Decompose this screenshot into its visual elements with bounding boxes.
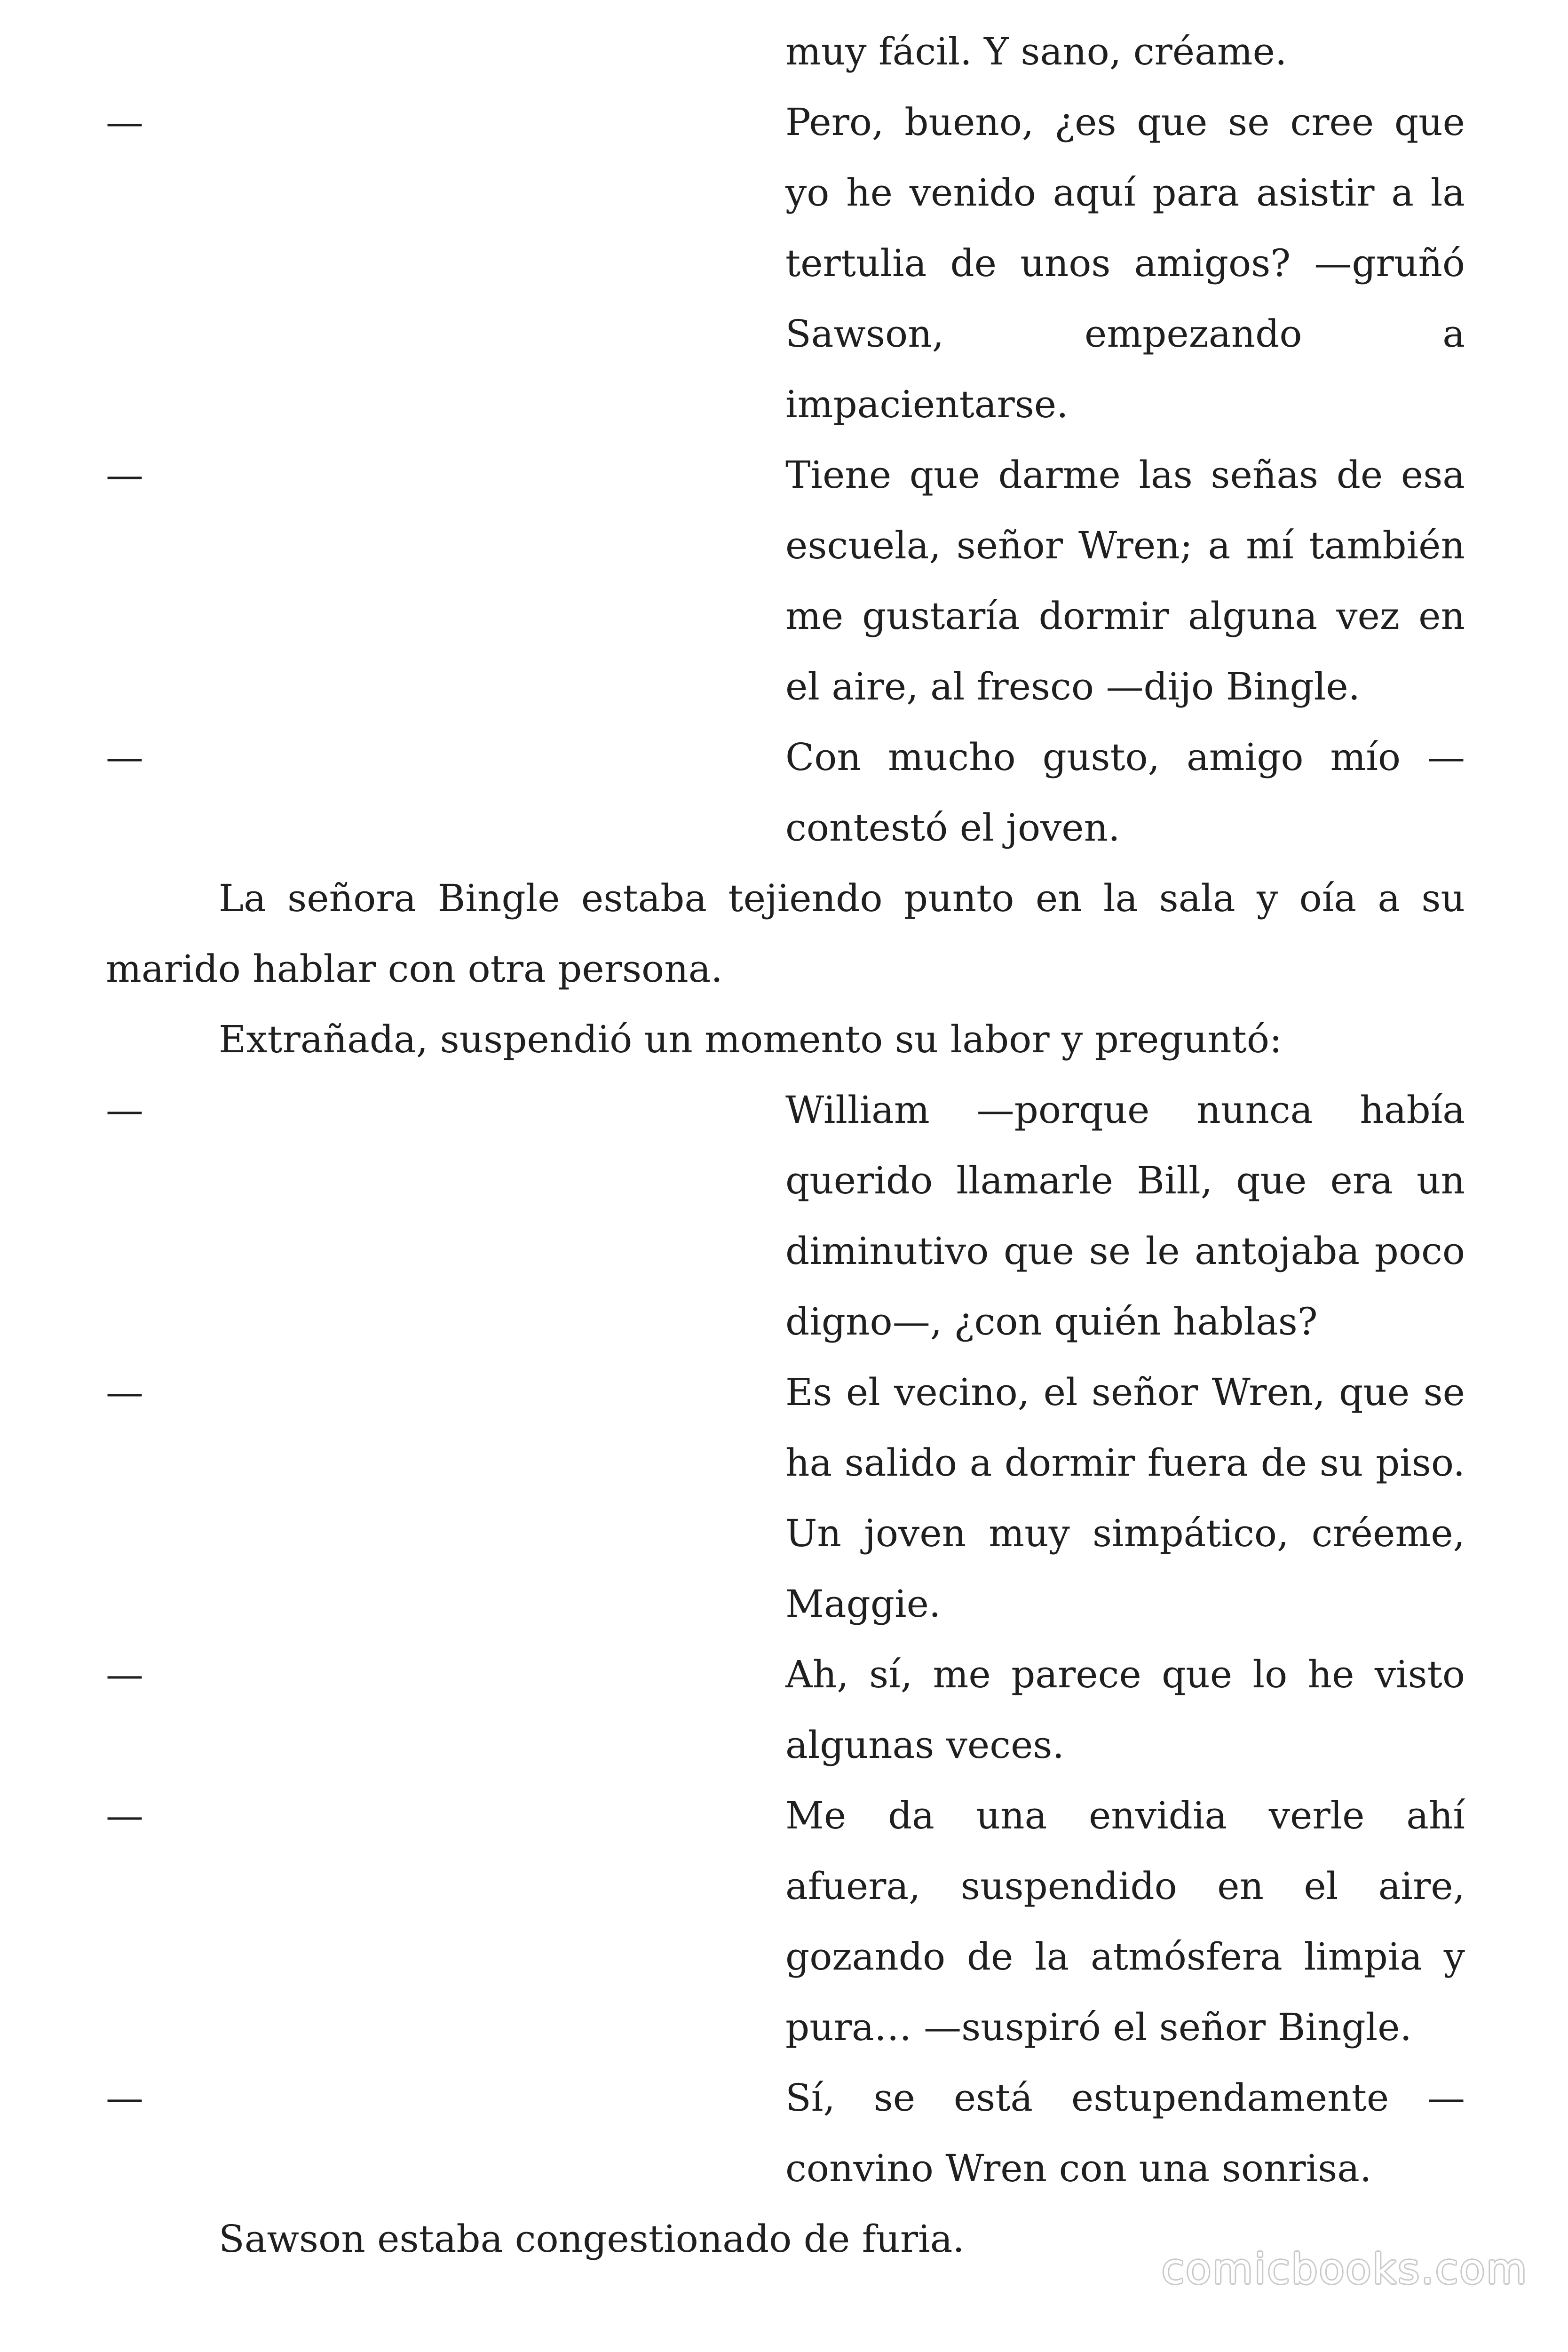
text-line: afuera, suspendido en el aire, xyxy=(785,1864,1465,1908)
text-line: muy fácil. Y sano, créame. xyxy=(785,30,1287,73)
dialogue-dash: — xyxy=(106,1794,143,1837)
text-line: Pero, bueno, ¿es que se cree que xyxy=(785,100,1465,144)
text-line: Un joven muy simpático, créeme, xyxy=(785,1511,1465,1555)
text-line: diminutivo que se le antojaba poco xyxy=(785,1229,1465,1273)
dialogue-dash: — xyxy=(106,453,143,497)
text-line: gozando de la atmósfera limpia y xyxy=(785,1935,1465,1979)
text-line: Sawson, empezando a xyxy=(785,312,1465,356)
text-line: impacientarse. xyxy=(785,382,1069,426)
text-line: contestó el joven. xyxy=(785,806,1120,850)
text-line: algunas veces. xyxy=(785,1723,1064,1767)
text-line: William —porque nunca había xyxy=(785,1088,1465,1132)
text-line: Tiene que darme las señas de esa xyxy=(785,453,1465,497)
dialogue-dash: — xyxy=(106,1653,143,1696)
dialogue-dash: — xyxy=(106,1088,143,1132)
text-line: me gustaría dormir alguna vez en xyxy=(785,594,1465,638)
text-line: Maggie. xyxy=(785,1582,941,1626)
text-line: Con mucho gusto, amigo mío — xyxy=(785,735,1465,779)
text-line: La señora Bingle estaba tejiendo punto en la sala y oía a su xyxy=(219,876,1465,920)
text-line: marido hablar con otra persona. xyxy=(106,947,723,991)
text-line: ha salido a dormir fuera de su piso. xyxy=(785,1441,1465,1485)
text-line: Ah, sí, me parece que lo he visto xyxy=(785,1653,1465,1696)
dialogue-dash: — xyxy=(106,2076,143,2120)
text-line: Me da una envidia verle ahí xyxy=(785,1794,1465,1837)
dialogue-dash: — xyxy=(106,100,143,144)
text-line: convino Wren con una sonrisa. xyxy=(785,2146,1372,2190)
text-line: digno—, ¿con quién hablas? xyxy=(785,1300,1318,1343)
text-line: Es el vecino, el señor Wren, que se xyxy=(785,1370,1465,1414)
text-line: querido llamarle Bill, que era un xyxy=(785,1159,1465,1202)
text-line: pura… —suspiró el señor Bingle. xyxy=(785,2005,1412,2049)
text-line: el aire, al fresco —dijo Bingle. xyxy=(785,665,1361,708)
text-line: Sawson estaba congestionado de furia. xyxy=(219,2217,965,2261)
text-line: yo he venido aquí para asistir a la xyxy=(785,171,1465,215)
watermark: comicbooks.com xyxy=(1162,2245,1528,2293)
dialogue-dash: — xyxy=(106,1370,143,1414)
dialogue-dash: — xyxy=(106,735,143,779)
text-line: Sí, se está estupendamente — xyxy=(785,2076,1465,2120)
text-line: escuela, señor Wren; a mí también xyxy=(785,524,1465,567)
text-line: Extrañada, suspendió un momento su labor y preguntó: xyxy=(219,1017,1282,1061)
text-line: tertulia de unos amigos? —gruñó xyxy=(785,241,1465,285)
